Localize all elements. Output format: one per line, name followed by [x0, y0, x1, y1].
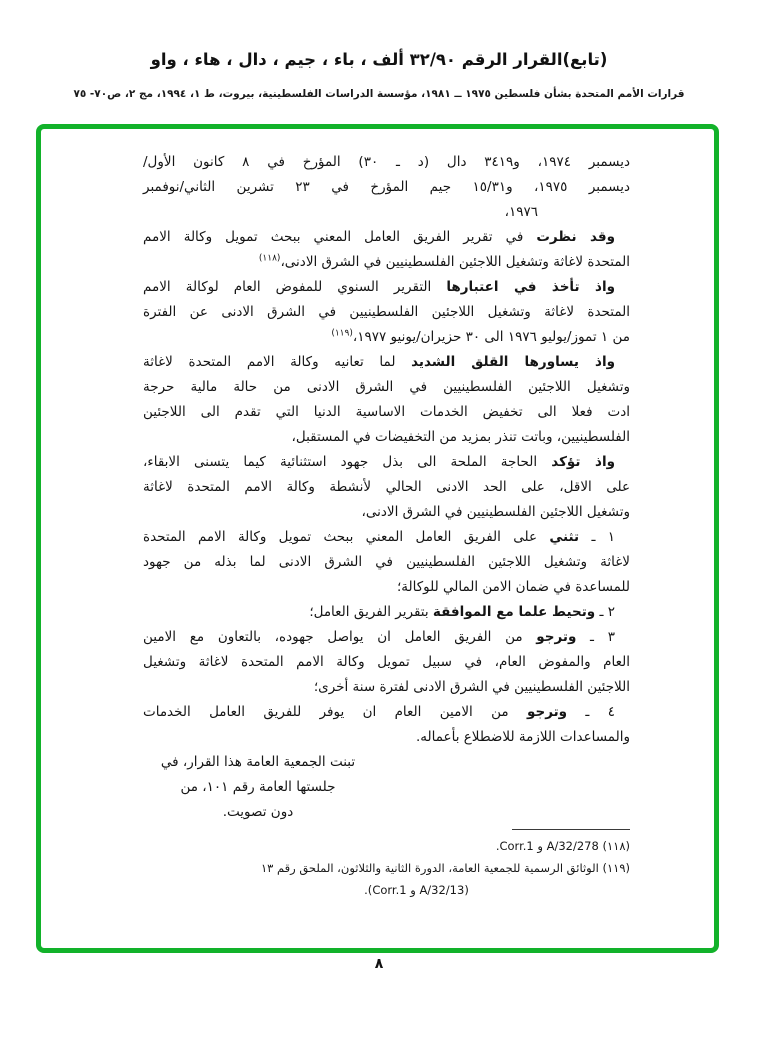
footnote-ref: (١١٨): [258, 253, 281, 264]
body-line: المتحدة لاغاثة وتشغيل اللاجئين الفلسطينيين في الشرق الادنى عن الفترة: [143, 304, 630, 320]
page-number: ٨: [374, 956, 384, 972]
footnote-119: [143, 857, 630, 901]
preamble-having-considered: [143, 225, 630, 275]
body-line: والمساعدات اللازمة للاضطلاع بأعماله.: [415, 729, 630, 745]
resolution-body: [143, 150, 630, 825]
operative-1-commends: [143, 525, 630, 600]
body-line: من ١ تموز/يوليو ١٩٧٦ الى ٣٠ حزيران/يونيو ١٩٧٧،$^{(١١٩)}$: [331, 328, 630, 345]
body-line: على الاقل، على الحد الادنى الحالي لأنشطة وكالة الامم المتحدة لاغاثة: [143, 479, 630, 495]
body-line: ٣ ـ وترجو من الفريق العامل ان يواصل جهوده، بالتعاون مع الامين: [143, 629, 615, 645]
preamble-gravely-concerned: [143, 350, 630, 450]
footnote-line: (A/32/13 و Corr.1).: [364, 883, 469, 897]
body-line: واذ تأخذ في اعتبارها التقرير السنوي للمفوض العام لوكالة الامم: [143, 279, 615, 295]
footnote-line: (١١٩) الوثائق الرسمية للجمعية العامة، الدورة الثانية والثلاثون، الملحق رقم ١٣: [260, 861, 630, 875]
body-line: للمساعدة في ضمان الامن المالي للوكالة؛: [396, 579, 630, 595]
body-line: وتشغيل اللاجئين الفلسطينيين في الشرق الادنى،: [361, 504, 630, 520]
body-line: ١٩٧٦،: [504, 204, 538, 220]
body-line: ١ ـ تثني على الفريق العامل المعني ببحث تمويل وكالة الامم المتحدة: [143, 529, 615, 545]
preamble-taking-into-account: [143, 275, 630, 350]
footnotes-section: [143, 829, 630, 901]
body-line: دون تصويت.: [222, 804, 294, 820]
content-frame: [36, 124, 719, 953]
body-line: لاغاثة وتشغيل اللاجئين الفلسطينيين في الشرق الادنى لما بذله من جهود: [143, 554, 630, 570]
operative-2-takes-note: [143, 600, 630, 625]
body-line: اللاجئين الفلسطينيين في الشرق الادنى لفترة سنة أخرى؛: [313, 679, 630, 695]
doc-source: قرارات الأمم المتحدة بشأن فلسطين ١٩٧٥ ــ ١٩٨١، مؤسسة الدراسات الفلسطينية، بيروت، ط ١، ١٩٩٤، مج ٢، ص٧٠- ٧٥: [73, 88, 685, 100]
adoption-note: [143, 750, 373, 825]
preamble-stressing-need: [143, 450, 630, 525]
body-line: وقد نظرت في تقرير الفريق العامل المعني ببحث تمويل وكالة الامم: [143, 229, 615, 245]
body-line: ٤ ـ وترجو من الامين العام ان يوفر للفريق العامل الخدمات: [143, 704, 615, 720]
footnote-118: [143, 835, 630, 857]
body-line: جلستها العامة رقم ١٠١، من: [180, 779, 336, 795]
body-line: ادت فعلا الى تخفيض الخدمات الاساسية الدنيا التي تقدم الى اللاجئين: [143, 404, 630, 420]
body-line: واذ يساورها القلق الشديد لما تعانيه وكالة الامم المتحدة لاغاثة: [143, 354, 615, 370]
footnote-list: [143, 835, 630, 901]
preamble-dates: [143, 150, 630, 225]
body-line: واذ تؤكد الحاجة الملحة الى بذل جهود استثنائية كيما يتسنى الابقاء،: [143, 454, 615, 470]
body-line: تبنت الجمعية العامة هذا القرار، في: [160, 754, 356, 770]
body-line: العام والمفوض العام، في سبيل تمويل وكالة الامم المتحدة لاغاثة وتشغيل: [143, 654, 630, 670]
body-line: ديسمبر ١٩٧٥، و١٥/٣١ جيم المؤرخ في ٢٣ تشرين الثاني/نوفمبر: [143, 179, 630, 195]
footnote-ref: (١١٩): [331, 328, 353, 339]
footnote-separator: [512, 829, 630, 830]
footnote-line: (١١٨) A/32/278 و Corr.1.: [495, 839, 630, 853]
body-line: ٢ ـ وتحيط علما مع الموافقة بتقرير الفريق العامل؛: [309, 604, 615, 620]
body-line: وتشغيل اللاجئين الفلسطينيين في الشرق الادنى من حالة مالية حرجة: [143, 379, 630, 395]
body-line: ديسمبر ١٩٧٤، و٣٤١٩ دال (د ـ ٣٠) المؤرخ في ٨ كانون الأول/: [143, 154, 630, 170]
body-line: المتحدة لاغاثة وتشغيل اللاجئين الفلسطينيين في الشرق الادنى،$^{(١١٨)}$: [258, 253, 630, 270]
operative-4-requests-secretary-general: [143, 700, 630, 750]
doc-title: (تابع)القرار الرقم ٣٢/٩٠ ألف ، باء ، جيم ، دال ، هاء ، واو: [150, 50, 608, 69]
body-line: الفلسطينيين، وباتت تنذر بمزيد من التخفيضات في المستقبل،: [291, 429, 630, 445]
operative-3-requests-working-group: [143, 625, 630, 700]
